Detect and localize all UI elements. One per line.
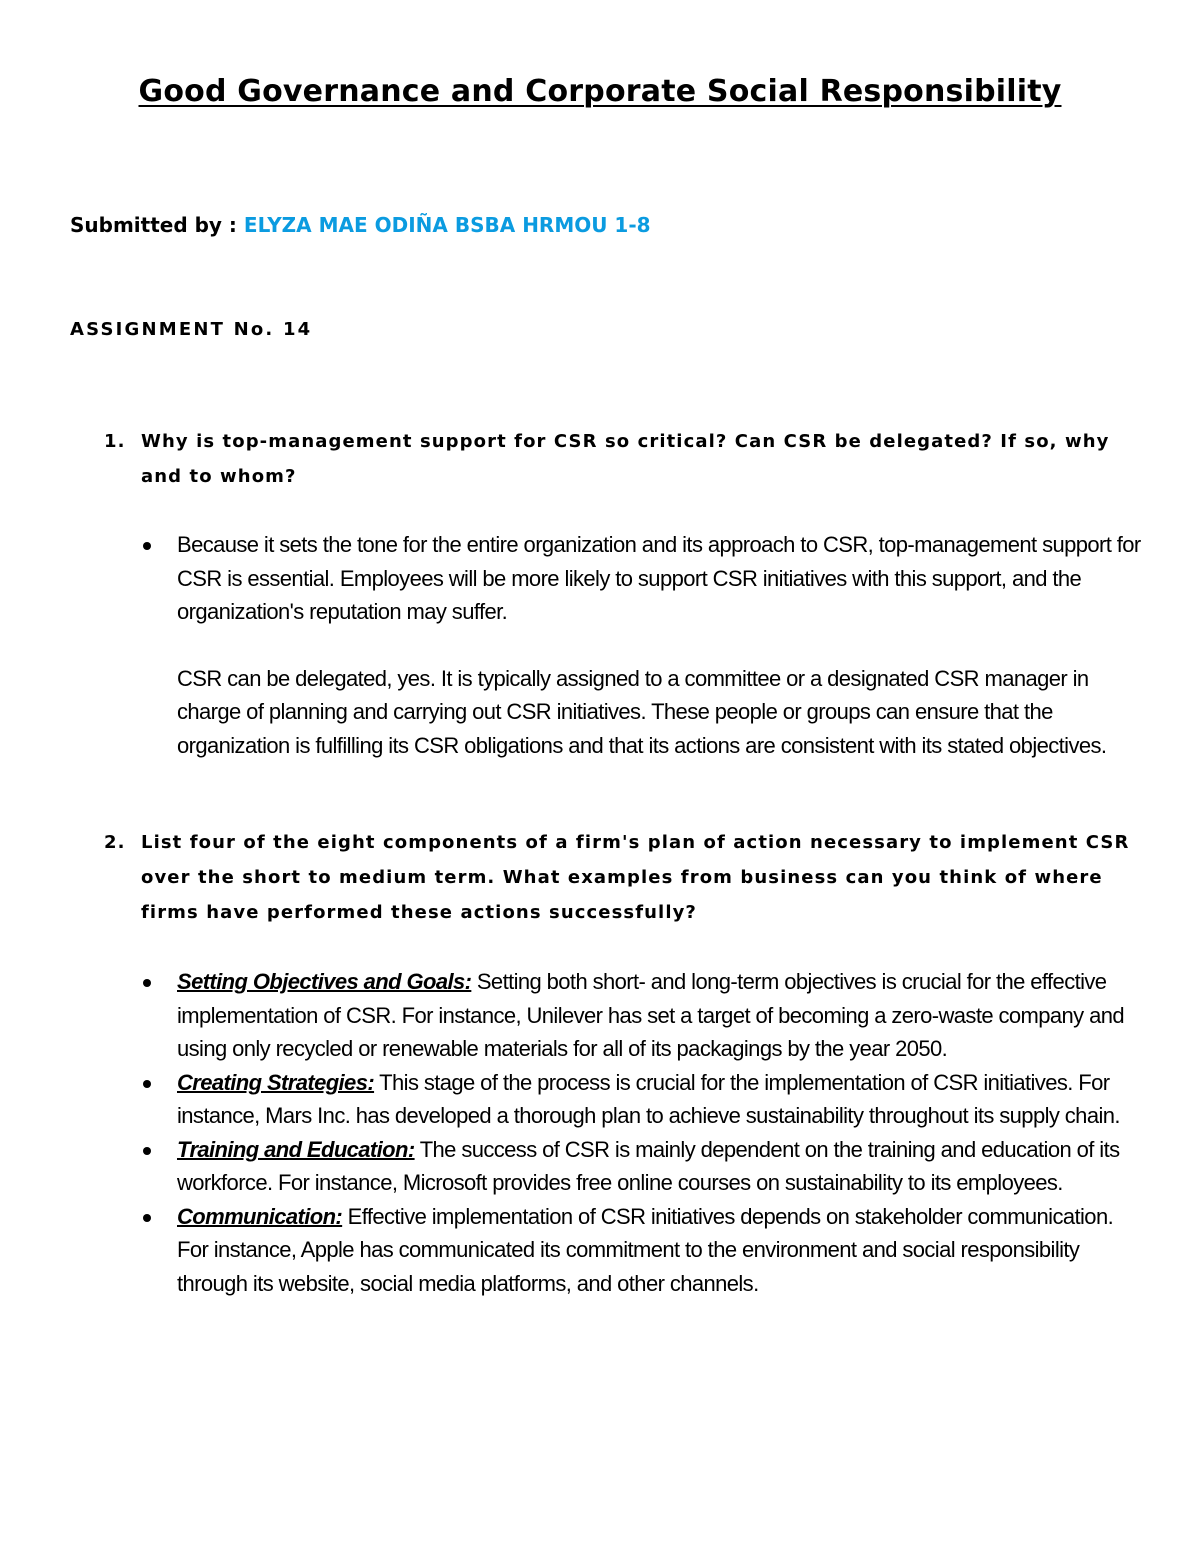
component-description: The success of CSR is mainly dependent on the training and education of its workforce. For instance, Microsoft provides free online courses on sustainability to its employees. [177,1136,1120,1195]
answer-2-list [141,965,1141,1300]
bullet-icon [143,979,151,987]
list-item [141,965,1141,1066]
component-term: Setting Objectives and Goals: [177,969,472,994]
bullet-icon [143,542,151,550]
student-name: ELYZA MAE ODIÑA BSBA HRMOU 1-8 [243,213,651,237]
assignment-number: ASSIGNMENT No. 14 [70,319,313,340]
question-number: 1. [104,431,126,452]
question-text: List four of the eight components of a firm's plan of action necessary to implement CSR over the short to medium term. What examples from business can you think of where firms have performed these actions successfully? [141,832,1130,923]
answer-paragraph: Because it sets the tone for the entire organization and its approach to CSR, top-management support for CSR is essential. Employees will be more likely to support CSR initiatives with this support, and the organization's reputation may suffer. [177,532,1141,624]
list-item [141,1200,1141,1301]
bullet-icon [143,1080,151,1088]
component-term: Creating Strategies: [177,1069,375,1095]
component-description: Setting both short- and long-term objectives is crucial for the effective implementation of CSR. For instance, Unilever has set a target of becoming a zero-waste company and using only recycled or renewable materials for all of its packagings by the year 2050. [177,969,1124,1061]
component-description: Effective implementation of CSR initiatives depends on stakeholder communication. For instance, Apple has communicated its commitment to the environment and social responsibility through its website, social media platforms, and other channels. [177,1203,1114,1296]
answer-1 [141,528,1141,762]
list-item [141,1133,1141,1200]
question-number: 2. [104,832,126,853]
list-item [141,528,1141,629]
component-description: This stage of the process is crucial for the implementation of CSR initiatives. For instance, Mars Inc. has developed a thorough plan to achieve sustainability throughout its supply chain. [177,1069,1120,1128]
component-term: Training and Education: [177,1136,415,1162]
submitted-by-line [70,213,651,237]
answer-paragraph-2: CSR can be delegated, yes. It is typically assigned to a committee or a designated CSR manager in charge of planning and carrying out CSR initiatives. These people or groups can ensure that the organization is fulfilling its CSR obligations and that its actions are consistent with its stated objectives. [177,665,1107,758]
component-term: Communication: [177,1203,343,1229]
bullet-icon [143,1147,151,1155]
question-text: Why is top-management support for CSR so critical? Can CSR be delegated? If so, why and to whom? [141,431,1110,487]
document-title: Good Governance and Corporate Social Responsibility [138,74,1062,109]
list-item [141,1066,1141,1133]
submitted-by-label: Submitted by : [70,213,237,237]
bullet-icon [143,1214,151,1222]
question-1 [104,424,1144,494]
question-2 [104,825,1144,930]
